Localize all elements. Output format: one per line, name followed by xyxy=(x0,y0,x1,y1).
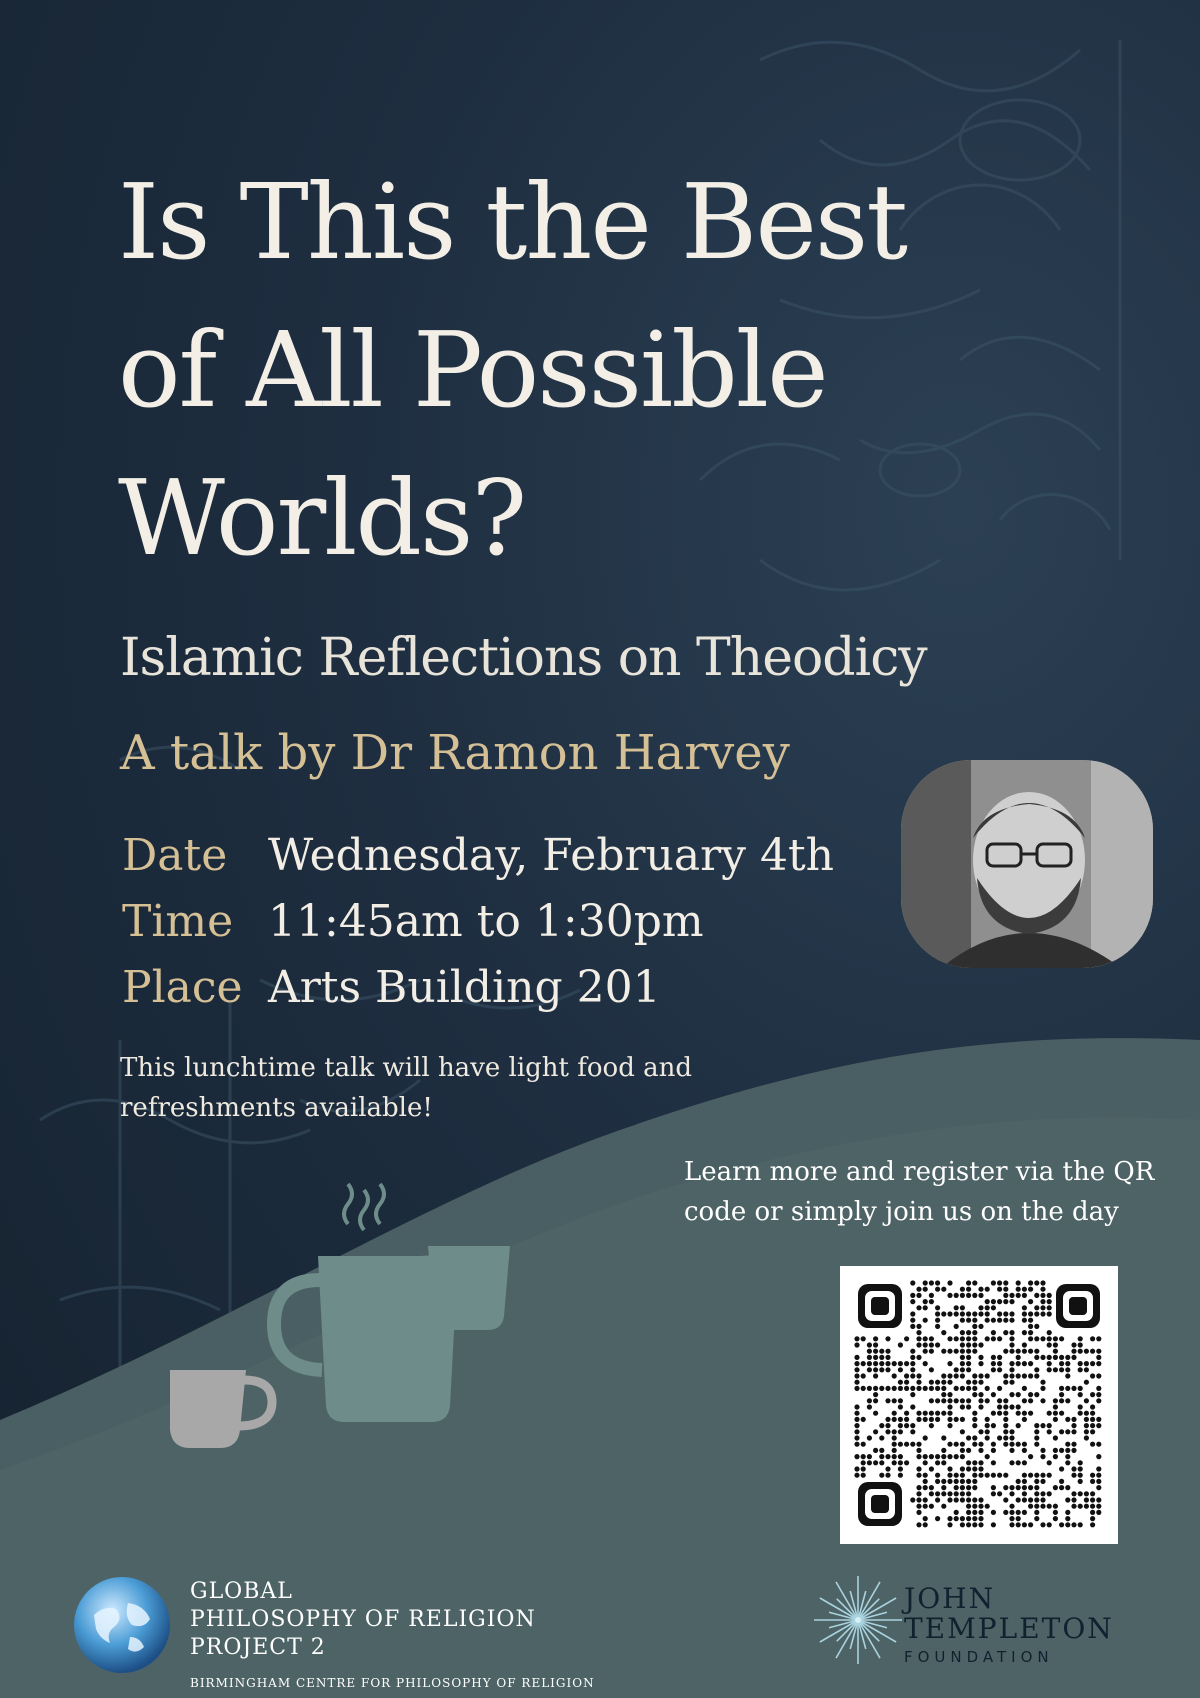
qr-code[interactable] xyxy=(840,1266,1118,1544)
mugs-illustration xyxy=(170,1180,530,1450)
place-label: Place xyxy=(122,962,243,1013)
poster-title xyxy=(118,148,1018,592)
speaker-photo xyxy=(901,760,1153,968)
starburst-icon xyxy=(812,1574,904,1666)
gpr-line-1: GLOBAL xyxy=(190,1579,293,1604)
title-line-2: of All Possible xyxy=(118,309,827,431)
time-label: Time xyxy=(122,896,234,947)
detail-place xyxy=(122,962,834,1028)
gpr-line-2: PHILOSOPHY OF RELIGION xyxy=(190,1607,536,1632)
time-value: 11:45am to 1:30pm xyxy=(268,896,704,947)
grey-cup-icon xyxy=(170,1370,272,1448)
register-text: Learn more and register via the QR code or simply join us on the day xyxy=(684,1157,1155,1227)
jtf-line-1: JOHN xyxy=(904,1582,996,1615)
steaming-mug-icon xyxy=(274,1256,458,1422)
poster-subtitle: Islamic Reflections on Theodicy xyxy=(120,628,927,688)
event-details xyxy=(122,830,834,1028)
detail-date xyxy=(122,830,834,896)
place-value: Arts Building 201 xyxy=(268,962,661,1013)
globe-icon xyxy=(72,1575,172,1675)
date-label: Date xyxy=(122,830,228,881)
title-line-3: Worlds? xyxy=(118,457,526,579)
detail-time xyxy=(122,896,834,962)
refreshments-note: This lunchtime talk will have light food and refreshments available! xyxy=(120,1053,692,1123)
gpr-subline: BIRMINGHAM CENTRE FOR PHILOSOPHY OF RELIGION xyxy=(190,1676,595,1690)
speaker-line: A talk by Dr Ramon Harvey xyxy=(120,725,790,781)
title-line-1: Is This the Best xyxy=(118,161,907,283)
steam-icon xyxy=(344,1184,384,1230)
jtf-logo-text xyxy=(904,1584,1114,1666)
jtf-subline: FOUNDATION xyxy=(904,1648,1054,1666)
gpr-logo-text xyxy=(190,1578,595,1690)
jtf-line-2: TEMPLETON xyxy=(904,1612,1114,1645)
date-value: Wednesday, February 4th xyxy=(268,830,835,881)
gpr-line-3: PROJECT 2 xyxy=(190,1635,326,1660)
